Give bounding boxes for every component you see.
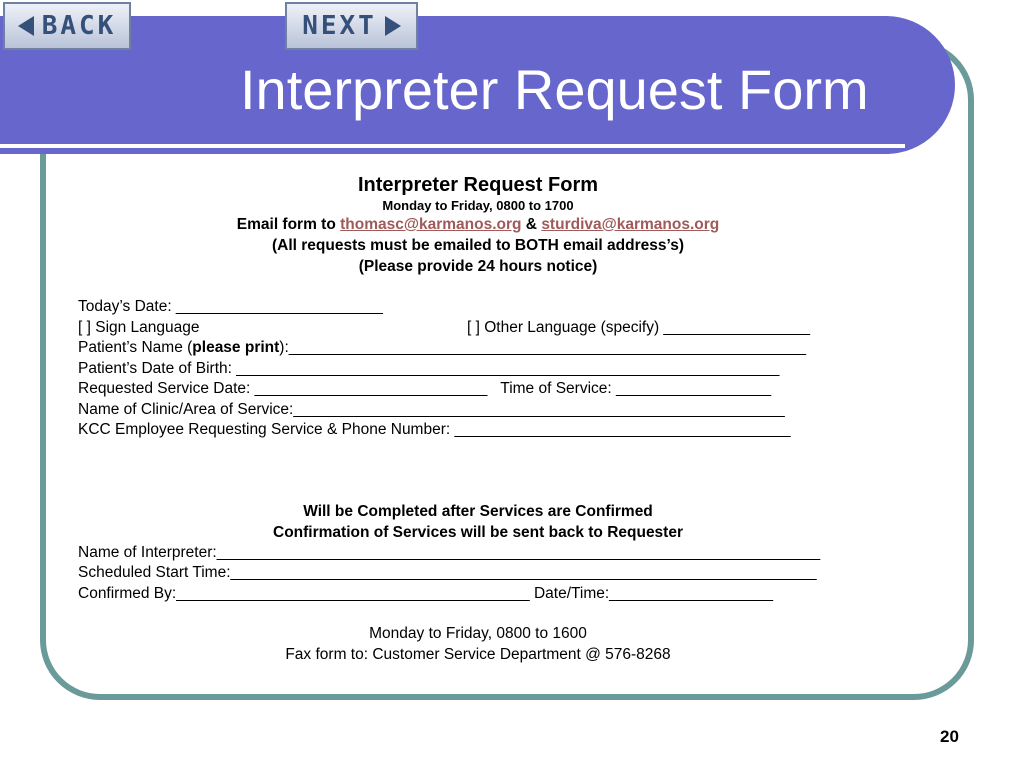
completed-heading: Will be Completed after Services are Confirmed [303,502,653,520]
language-row [78,318,878,339]
patient-dob-field: Patient’s Date of Birth: _______________________________________________________________ [78,359,780,377]
interpreter-name-field: Name of Interpreter:______________________________________________________________________ [78,543,821,561]
time-of-service-field: Time of Service: __________________ [500,380,772,397]
arrow-left-icon [18,16,34,36]
next-button-label: NEXT [302,11,377,41]
email-link-sturdiva[interactable]: sturdiva@karmanos.org [541,216,720,233]
requested-service-date-field: Requested Service Date: ___________________________ [78,380,488,397]
page-number: 20 [940,727,959,746]
email-both-note: (All requests must be emailed to BOTH email address’s) [271,237,684,254]
clinic-field: Name of Clinic/Area of Service:_________________________________________________________ [78,400,785,418]
slide-title: Interpreter Request Form [240,58,869,121]
patient-name-prefix: Patient’s Name ( [78,339,193,356]
email-amp: & [521,216,542,233]
footer-hours: Monday to Friday, 0800 to 1600 [369,625,587,642]
patient-name-field [78,338,878,359]
service-date-row [78,379,878,400]
request-form [78,173,878,665]
next-button[interactable] [285,2,418,50]
arrow-right-icon [385,16,401,36]
back-button[interactable] [3,2,131,50]
patient-name-suffix: ):____________________________________________________________ [279,339,806,356]
other-language-checkbox: [ ] Other Language (specify) _________________ [467,318,810,336]
email-prefix: Email form to [236,216,341,233]
fax-line: Fax form to: Customer Service Department @ 576-8268 [285,645,671,663]
sign-language-checkbox: [ ] Sign Language [78,318,200,336]
confirmation-heading: Confirmation of Services will be sent back to Requester [273,523,683,541]
form-hours: Monday to Friday, 0800 to 1700 [382,198,574,213]
title-underline [0,144,905,148]
scheduled-start-field: Scheduled Start Time:____________________________________________________________________ [78,564,817,581]
email-line [78,214,878,235]
employee-field: KCC Employee Requesting Service & Phone Number: _______________________________________ [78,421,791,438]
form-heading: Interpreter Request Form [357,174,599,196]
todays-date-field: Today’s Date: ________________________ [78,298,383,315]
please-print-label: please print [192,339,280,356]
confirmed-by-field: Confirmed By:_________________________________________ [78,584,530,602]
confirmed-row [78,584,878,605]
date-time-field: Date/Time:___________________ [533,584,773,602]
back-button-label: BACK [41,11,117,41]
email-link-thomasc[interactable]: thomasc@karmanos.org [340,216,522,233]
notice-note: (Please provide 24 hours notice) [358,258,598,275]
